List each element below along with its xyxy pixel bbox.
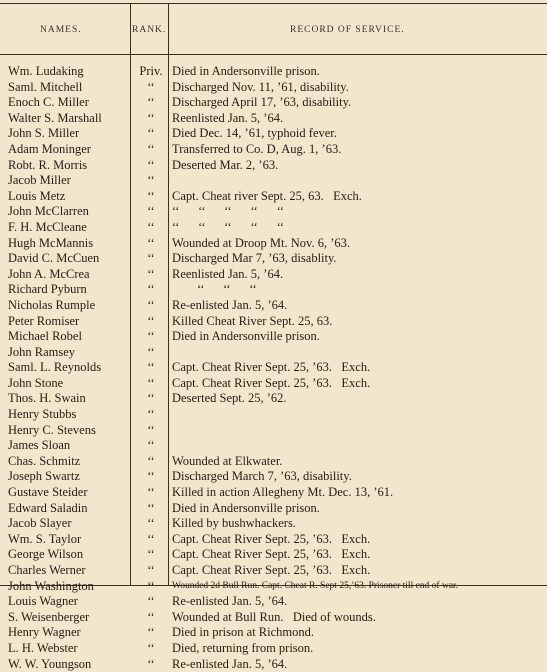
service-record: Reenlisted Jan. 5, ’64. — [172, 266, 284, 281]
table-row — [0, 173, 547, 189]
soldier-name: Jacob Miller — [8, 173, 71, 188]
soldier-name: Michael Robel — [8, 329, 82, 344]
soldier-rank: ‘‘ — [147, 329, 155, 344]
service-record: Died in Andersonville prison. — [172, 329, 320, 344]
service-record: Deserted Sept. 25, ’62. — [172, 391, 287, 406]
soldier-name: Henry Stubbs — [8, 407, 77, 422]
soldier-name: Edward Saladin — [8, 500, 88, 515]
soldier-name: James Sloan — [8, 438, 71, 453]
table-row — [0, 189, 547, 205]
soldier-name: David C. McCuen — [8, 251, 100, 266]
service-record: ‘‘ ‘‘ ‘‘ ‘‘ ‘‘ — [172, 219, 284, 234]
soldier-name: S. Weisenberger — [8, 609, 90, 624]
soldier-rank: ‘‘ — [147, 219, 155, 234]
soldier-rank: ‘‘ — [147, 95, 155, 110]
table-row — [0, 111, 547, 127]
soldier-name: Saml. Mitchell — [8, 79, 83, 94]
top-rule — [0, 3, 547, 4]
soldier-name: John S. Miller — [8, 126, 80, 141]
table-row — [0, 641, 547, 657]
service-record: Discharged Nov. 11, ’61, disability. — [172, 79, 349, 94]
soldier-rank: ‘‘ — [147, 516, 155, 531]
service-record: Died in Andersonville prison. — [172, 64, 320, 78]
soldier-rank: ‘‘ — [147, 485, 155, 500]
soldier-name: John Stone — [8, 375, 64, 390]
soldier-rank: ‘‘ — [147, 110, 155, 125]
soldier-rank: ‘‘ — [147, 438, 155, 453]
soldier-name: Peter Romiser — [8, 313, 80, 328]
soldier-name: W. W. Youngson — [8, 656, 92, 671]
soldier-name: Wm. Ludaking — [8, 64, 84, 78]
soldier-name: Henry Wagner — [8, 625, 81, 640]
soldier-name: F. H. McCleane — [8, 219, 87, 234]
service-record: Capt. Cheat River Sept. 25, ’63. Exch. — [172, 531, 371, 546]
table-row — [0, 282, 547, 298]
soldier-name: Chas. Schmitz — [8, 453, 81, 468]
table-row — [0, 376, 547, 392]
table-row — [0, 423, 547, 439]
soldier-name: Gustave Steider — [8, 485, 88, 500]
soldier-rank: ‘‘ — [147, 656, 155, 671]
service-record: Capt. Cheat river Sept. 25, 63. Exch. — [172, 188, 362, 203]
soldier-rank: ‘‘ — [147, 407, 155, 422]
soldier-rank: ‘‘ — [147, 188, 155, 203]
table-row — [0, 625, 547, 641]
soldier-rank: ‘‘ — [147, 235, 155, 250]
soldier-name: Hugh McMannis — [8, 235, 94, 250]
soldier-name: Joseph Swartz — [8, 469, 80, 484]
soldier-rank: ‘‘ — [147, 422, 155, 437]
table-row — [0, 236, 547, 252]
soldier-name: John Ramsey — [8, 344, 76, 359]
table-row — [0, 438, 547, 454]
soldier-rank: ‘‘ — [147, 563, 155, 577]
table-row — [0, 158, 547, 174]
table-row — [0, 501, 547, 517]
soldier-rank: ‘‘ — [147, 375, 155, 390]
soldier-name: Charles Werner — [8, 563, 86, 577]
service-record: Reenlisted Jan. 5, ’64. — [172, 110, 284, 125]
table-row — [0, 532, 547, 548]
service-record: Killed Cheat River Sept. 25, 63. — [172, 313, 333, 328]
table-row — [0, 64, 547, 80]
soldier-rank: ‘‘ — [147, 594, 155, 609]
soldier-name: Enoch C. Miller — [8, 95, 89, 110]
service-record: Wounded at Droop Mt. Nov. 6, ’63. — [172, 235, 351, 250]
table-row — [0, 657, 547, 672]
soldier-rank: ‘‘ — [147, 141, 155, 156]
soldier-name: Wm. S. Taylor — [8, 531, 82, 546]
table-row — [0, 220, 547, 236]
soldier-name: Henry C. Stevens — [8, 422, 96, 437]
table-row — [0, 204, 547, 220]
soldier-rank: ‘‘ — [147, 391, 155, 406]
soldier-rank: ‘‘ — [147, 547, 155, 562]
table-row — [0, 251, 547, 267]
soldier-name: George Wilson — [8, 547, 84, 562]
service-record: Re-enlisted Jan. 5, ’64. — [172, 594, 288, 609]
soldier-rank: ‘‘ — [147, 344, 155, 359]
soldier-rank: ‘‘ — [147, 173, 155, 188]
record-column-header: RECORD OF SERVICE. — [290, 25, 405, 35]
table-row — [0, 95, 547, 111]
service-record: Died in Andersonville prison. — [172, 500, 320, 515]
table-row — [0, 345, 547, 361]
soldier-name: Jacob Slayer — [8, 516, 72, 531]
soldier-name: L. H. Webster — [8, 640, 78, 655]
soldier-name: Walter S. Marshall — [8, 110, 102, 125]
table-row — [0, 563, 547, 579]
table-row — [0, 267, 547, 283]
service-record: Re-enlisted Jan. 5, ’64. — [172, 656, 288, 671]
table-row — [0, 579, 547, 595]
table-row — [0, 80, 547, 96]
names-column-header: NAMES. — [40, 25, 82, 35]
soldier-rank: ‘‘ — [147, 500, 155, 515]
soldier-rank: ‘‘ — [147, 625, 155, 640]
service-record: Discharged April 17, ’63, disability. — [172, 95, 352, 110]
service-record: Deserted Mar. 2, ’63. — [172, 157, 279, 172]
roster-table-body — [0, 64, 547, 672]
soldier-name: Robt. R. Morris — [8, 157, 88, 172]
service-record: Died in prison at Richmond. — [172, 625, 314, 640]
soldier-rank: ‘‘ — [147, 204, 155, 219]
table-row — [0, 485, 547, 501]
table-row — [0, 126, 547, 142]
service-record: Wounded at Bull Run. Died of wounds. — [172, 609, 376, 624]
service-record: Re-enlisted Jan. 5, ’64. — [172, 297, 288, 312]
service-record: Capt. Cheat River Sept. 25, ’63. Exch. — [172, 375, 371, 390]
service-record: Killed by bushwhackers. — [172, 516, 296, 531]
soldier-name: John A. McCrea — [8, 266, 90, 281]
soldier-name: Adam Moninger — [8, 141, 91, 156]
soldier-name: Thos. H. Swain — [8, 391, 86, 406]
soldier-rank: ‘‘ — [147, 251, 155, 266]
service-record: Killed in action Allegheny Mt. Dec. 13, ’61. — [172, 485, 394, 500]
soldier-rank: ‘‘ — [147, 640, 155, 655]
table-row — [0, 454, 547, 470]
soldier-name: John Washington — [8, 578, 94, 593]
table-row — [0, 610, 547, 626]
service-record: Capt. Cheat River Sept. 25, ’63. Exch. — [172, 547, 371, 562]
service-record: Transferred to Co. D, Aug. 1, ’63. — [172, 141, 342, 156]
table-row — [0, 360, 547, 376]
soldier-name: Louis Wagner — [8, 594, 78, 609]
table-row — [0, 391, 547, 407]
soldier-name: Saml. L. Reynolds — [8, 360, 102, 375]
soldier-name: John McClarren — [8, 204, 89, 219]
table-row — [0, 142, 547, 158]
service-record: Discharged March 7, ’63, disability. — [172, 469, 352, 484]
soldier-rank: ‘‘ — [147, 360, 155, 375]
soldier-rank: ‘‘ — [147, 157, 155, 172]
service-record: ‘‘ ‘‘ ‘‘ — [172, 282, 257, 297]
service-record: Discharged Mar 7, ’63, disablity. — [172, 251, 337, 266]
rank-column-header: RANK. — [132, 25, 167, 35]
header-bottom-rule — [0, 54, 547, 55]
soldier-name: Louis Metz — [8, 188, 66, 203]
soldier-name: Nicholas Rumple — [8, 297, 96, 312]
service-record: Wounded at Elkwater. — [172, 453, 283, 468]
service-record: Capt. Cheat River Sept. 25, ’63. Exch. — [172, 360, 371, 375]
soldier-rank: ‘‘ — [147, 469, 155, 484]
soldier-rank: ‘‘ — [147, 313, 155, 328]
soldier-rank: ‘‘ — [147, 609, 155, 624]
table-row — [0, 516, 547, 532]
table-row — [0, 469, 547, 485]
table-row — [0, 547, 547, 563]
soldier-rank: ‘‘ — [147, 531, 155, 546]
service-record: Died, returning from prison. — [172, 640, 314, 655]
service-record: ‘‘ ‘‘ ‘‘ ‘‘ ‘‘ — [172, 204, 284, 219]
service-record: Capt. Cheat River Sept. 25, ’63. Exch. — [172, 563, 371, 577]
service-record: Wounded 2d Bull Run. Capt. Cheat R. Sept 25,’63. Prisoner till end of war. — [172, 580, 459, 591]
soldier-rank: Priv. — [139, 64, 163, 78]
soldier-rank: ‘‘ — [147, 79, 155, 94]
soldier-rank: ‘‘ — [147, 282, 155, 297]
soldier-rank: ‘‘ — [147, 297, 155, 312]
table-row — [0, 314, 547, 330]
soldier-rank: ‘‘ — [147, 453, 155, 468]
service-record: Died Dec. 14, ’61, typhoid fever. — [172, 126, 337, 141]
table-row — [0, 407, 547, 423]
table-row — [0, 298, 547, 314]
table-row — [0, 594, 547, 610]
table-row — [0, 329, 547, 345]
soldier-rank: ‘‘ — [147, 126, 155, 141]
soldier-rank: ‘‘ — [147, 266, 155, 281]
soldier-name: Richard Pyburn — [8, 282, 87, 297]
soldier-rank: ‘‘ — [147, 578, 155, 593]
